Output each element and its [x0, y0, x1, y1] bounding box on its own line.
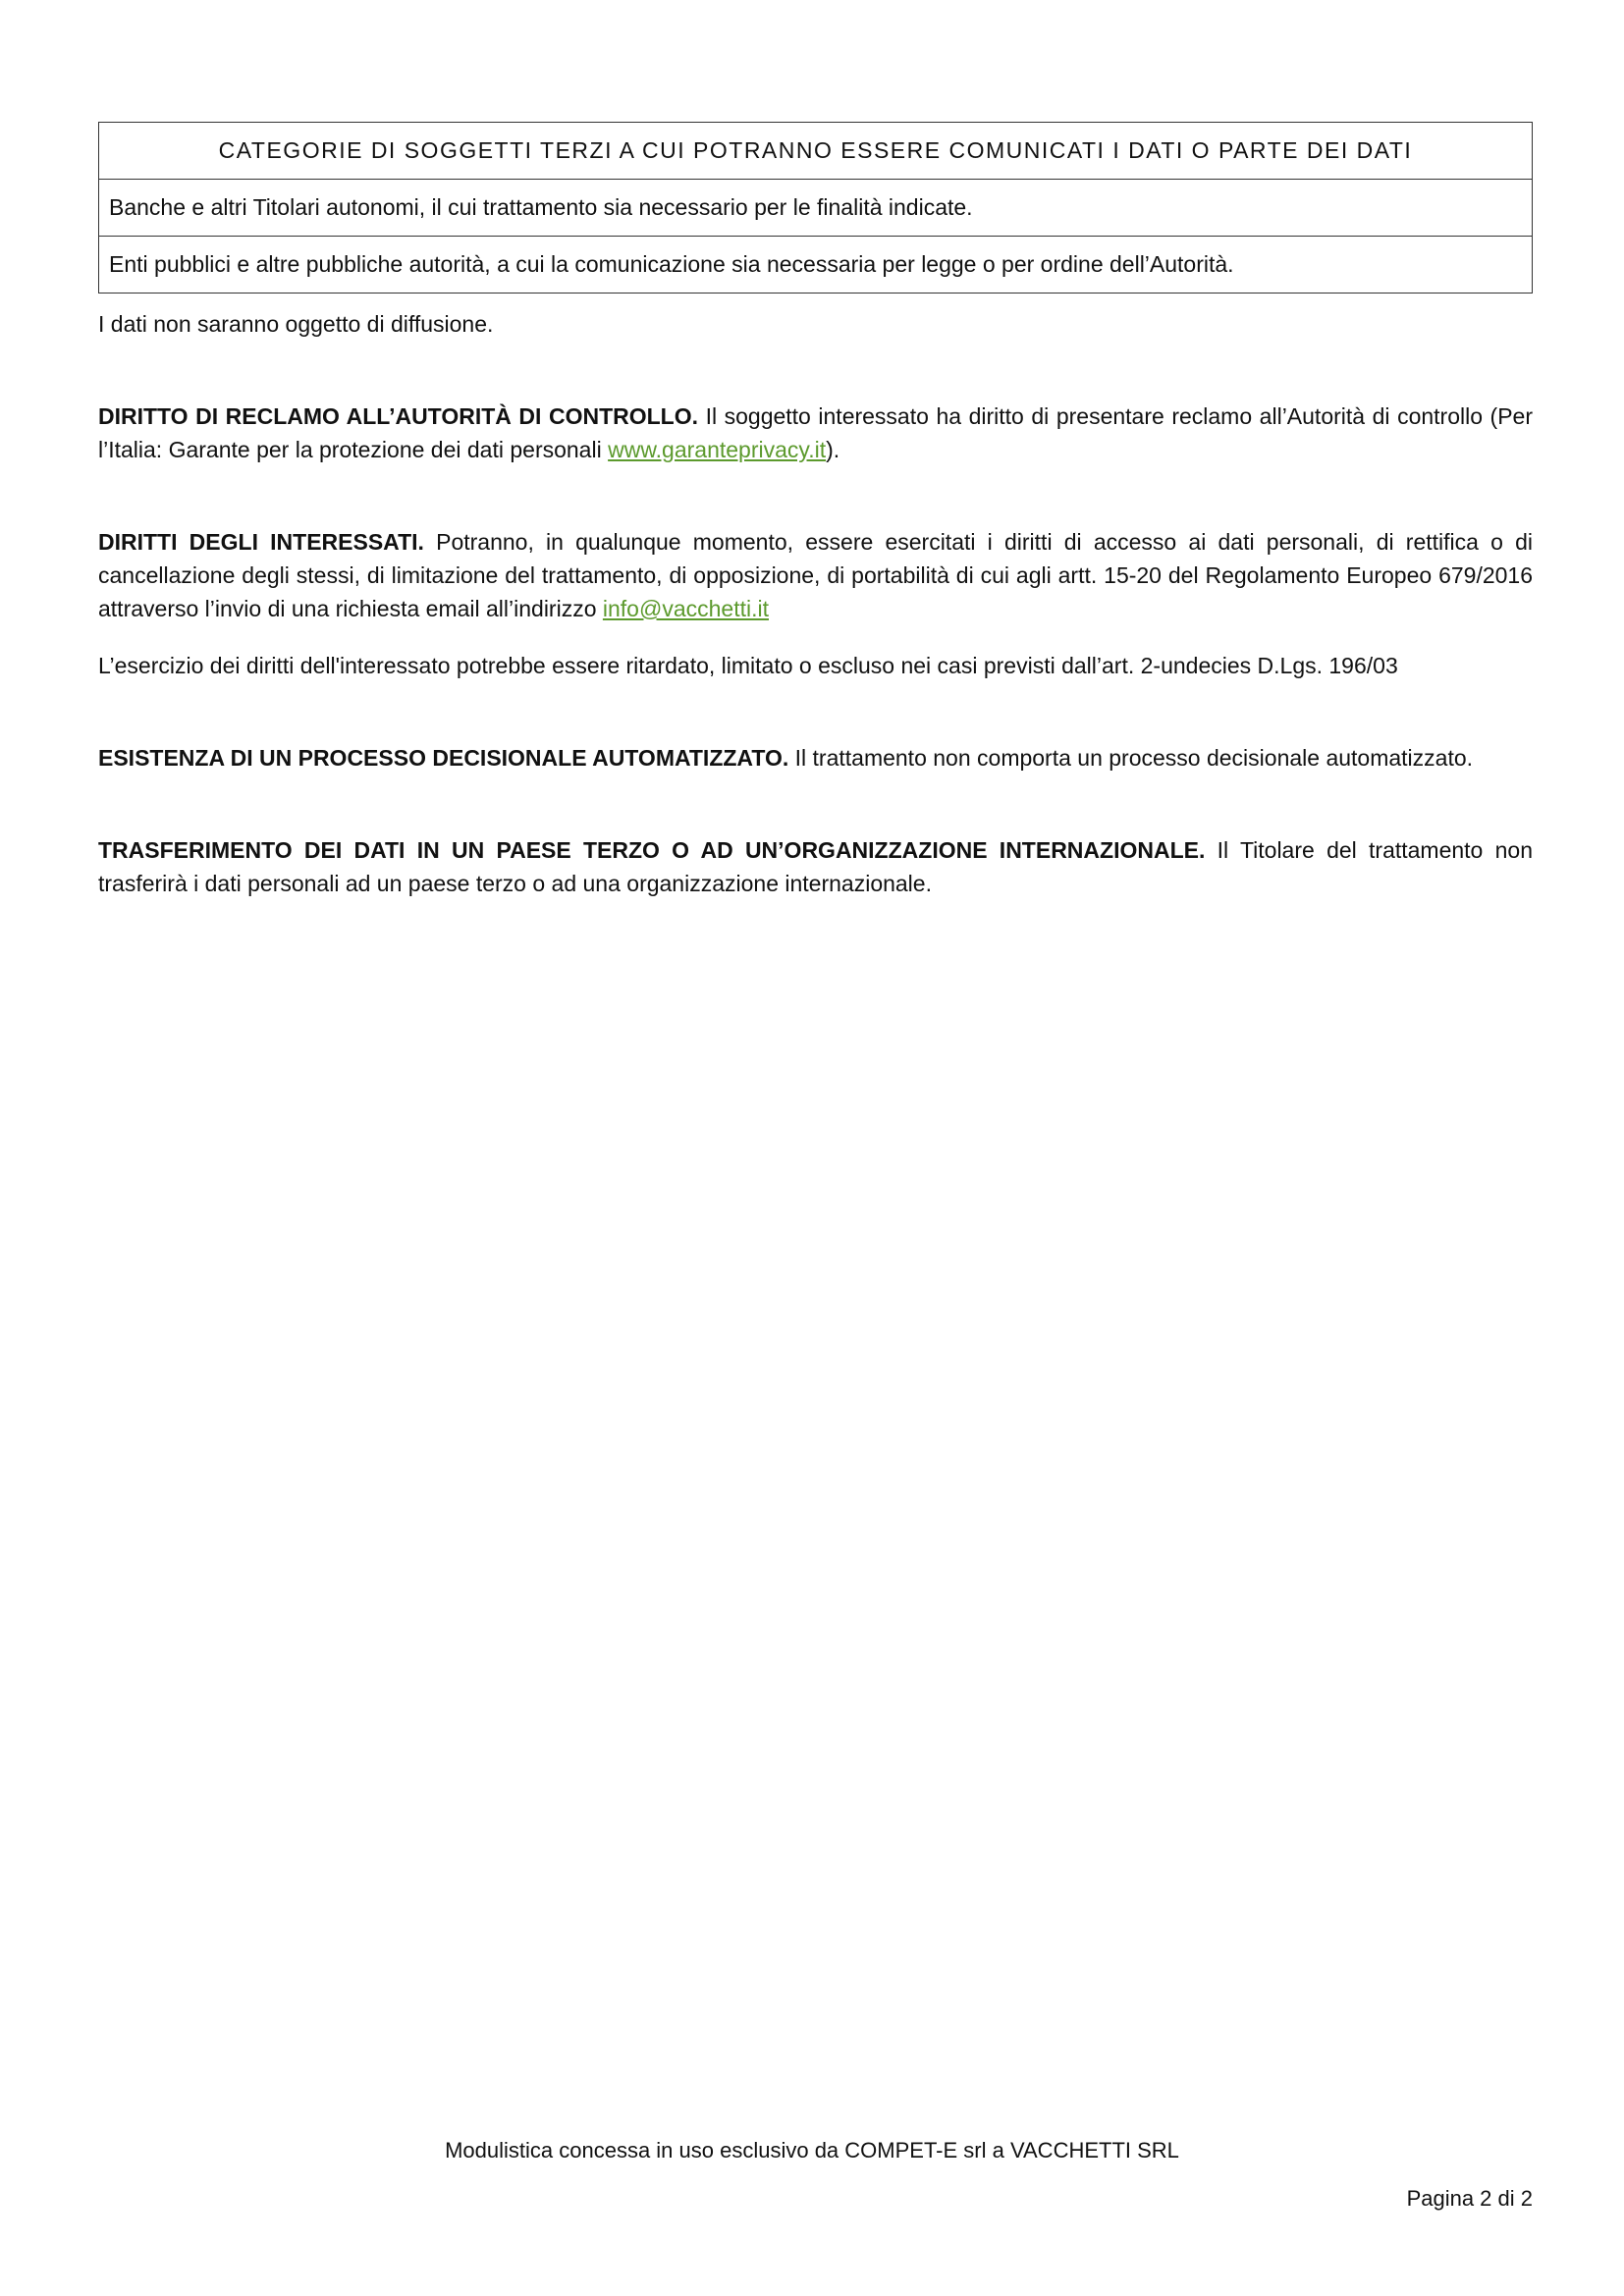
- garante-link[interactable]: www.garanteprivacy.it: [608, 437, 827, 462]
- automated-decision-section: [98, 741, 1533, 774]
- table-cell-public-bodies: Enti pubblici e altre pubbliche autorità, a cui la comunicazione sia necessaria per legge o per ordine dell’Autorità.: [99, 237, 1533, 294]
- table-header: CATEGORIE DI SOGGETTI TERZI A CUI POTRANNO ESSERE COMUNICATI I DATI O PARTE DEI DATI: [99, 123, 1533, 180]
- rights-heading: DIRITTI DEGLI INTERESSATI.: [98, 529, 424, 555]
- third-party-categories-table: [98, 122, 1533, 294]
- transfer-text: Il Titolare del trattamento non trasferirà i dati personali ad un paese terzo o ad una organizzazione internazionale.: [98, 837, 1533, 896]
- complaint-text: Il soggetto interessato ha diritto di presentare reclamo all’Autorità di controllo (Per l’Italia: Garante per la protezione dei dati personali: [98, 403, 1533, 462]
- transfer-heading: TRASFERIMENTO DEI DATI IN UN PAESE TERZO O AD UN’ORGANIZZAZIONE INTERNAZIONALE.: [98, 837, 1206, 863]
- rights-section: [98, 525, 1533, 625]
- footer-note: Modulistica concessa in uso esclusivo da COMPET-E srl a VACCHETTI SRL: [445, 2138, 1179, 2163]
- email-link[interactable]: info@vacchetti.it: [602, 596, 769, 621]
- automated-decision-text: Il trattamento non comporta un processo decisionale automatizzato.: [788, 745, 1474, 771]
- automated-decision-heading: ESISTENZA DI UN PROCESSO DECISIONALE AUTOMATIZZATO.: [98, 745, 789, 771]
- page-number: Pagina 2 di 2: [1406, 2186, 1533, 2211]
- rights-limitation-note: L’esercizio dei diritti dell'interessato potrebbe essere ritardato, limitato o escluso nei casi previsti dall’art. 2-undecies D.Lgs. 196/03: [98, 653, 1398, 678]
- table-row: [99, 237, 1533, 294]
- transfer-section: [98, 833, 1533, 900]
- complaint-section: [98, 400, 1533, 466]
- complaint-tail: ).: [826, 437, 840, 462]
- no-diffusion-text: I dati non saranno oggetto di diffusione.: [98, 311, 494, 337]
- document-body: [98, 122, 1533, 900]
- table-cell-banks: Banche e altri Titolari autonomi, il cui trattamento sia necessario per le finalità indicate.: [99, 180, 1533, 237]
- table-header-row: [99, 123, 1533, 180]
- complaint-heading: DIRITTO DI RECLAMO ALL’AUTORITÀ DI CONTROLLO.: [98, 403, 699, 429]
- rights-text: Potranno, in qualunque momento, essere esercitati i diritti di accesso ai dati personali, di rettifica o di cancellazione degli stessi, di limitazione del trattamento, di opposizione, di portabilità di cui agli artt. 15-20 del Regolamento Europeo 679/2016 attraverso l’invio di una richiesta email all’indirizzo: [98, 529, 1533, 621]
- table-row: [99, 180, 1533, 237]
